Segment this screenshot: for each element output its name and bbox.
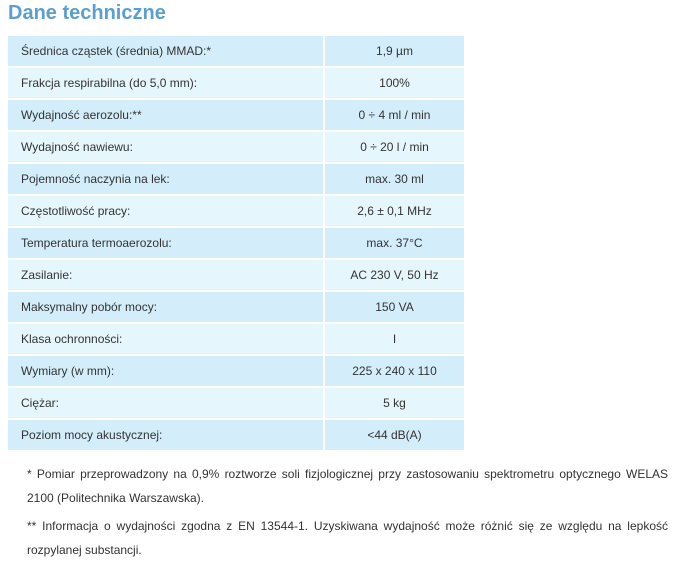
spec-label: Wymiary (w mm): bbox=[8, 356, 325, 388]
table-row bbox=[8, 420, 464, 452]
spec-value: AC 230 V, 50 Hz bbox=[325, 260, 464, 292]
spec-label: Temperatura termoaerozolu: bbox=[8, 228, 325, 260]
footnote-2: ** Informacja o wydajności zgodna z EN 13544-1. Uzyskiwana wydajność może różnić się ze względu na lepkość rozpylanej substancji. bbox=[27, 519, 668, 557]
spec-value: max. 30 ml bbox=[325, 164, 464, 196]
table-row bbox=[8, 228, 464, 260]
table-row bbox=[8, 324, 464, 356]
spec-label: Średnica cząstek (średnia) MMAD:* bbox=[8, 36, 325, 68]
spec-label: Poziom mocy akustycznej: bbox=[8, 420, 325, 452]
table-row bbox=[8, 292, 464, 324]
spec-label: Frakcja respirabilna (do 5,0 mm): bbox=[8, 68, 325, 100]
spec-value: 0 ÷ 4 ml / min bbox=[325, 100, 464, 132]
spec-value: max. 37°C bbox=[325, 228, 464, 260]
spec-label: Wydajność aerozolu:** bbox=[8, 100, 325, 132]
spec-label: Pojemność naczynia na lek: bbox=[8, 164, 325, 196]
table-row bbox=[8, 36, 464, 68]
table-row bbox=[8, 164, 464, 196]
spec-value: 5 kg bbox=[325, 388, 464, 420]
spec-label: Maksymalny pobór mocy: bbox=[8, 292, 325, 324]
table-row bbox=[8, 68, 464, 100]
table-row bbox=[8, 260, 464, 292]
footnotes bbox=[27, 462, 668, 566]
spec-label: Wydajność nawiewu: bbox=[8, 132, 325, 164]
specs-table bbox=[8, 36, 464, 452]
table-row bbox=[8, 100, 464, 132]
spec-label: Ciężar: bbox=[8, 388, 325, 420]
spec-label: Zasilanie: bbox=[8, 260, 325, 292]
table-row bbox=[8, 388, 464, 420]
spec-value: <44 dB(A) bbox=[325, 420, 464, 452]
spec-label: Klasa ochronności: bbox=[8, 324, 325, 356]
footnote-1: * Pomiar przeprowadzony na 0,9% roztworze soli fizjologicznej przy zastosowaniu spektrometru optycznego WELAS 2100 (Politechnika Warszawska). bbox=[27, 467, 668, 505]
table-row bbox=[8, 196, 464, 228]
spec-value: 225 x 240 x 110 bbox=[325, 356, 464, 388]
spec-label: Częstotliwość pracy: bbox=[8, 196, 325, 228]
spec-value: 2,6 ± 0,1 MHz bbox=[325, 196, 464, 228]
table-row bbox=[8, 132, 464, 164]
section-title: Dane techniczne bbox=[8, 2, 166, 24]
spec-value: 0 ÷ 20 l / min bbox=[325, 132, 464, 164]
spec-value: 150 VA bbox=[325, 292, 464, 324]
table-row bbox=[8, 356, 464, 388]
spec-value: 1,9 µm bbox=[325, 36, 464, 68]
spec-value: I bbox=[325, 324, 464, 356]
spec-value: 100% bbox=[325, 68, 464, 100]
